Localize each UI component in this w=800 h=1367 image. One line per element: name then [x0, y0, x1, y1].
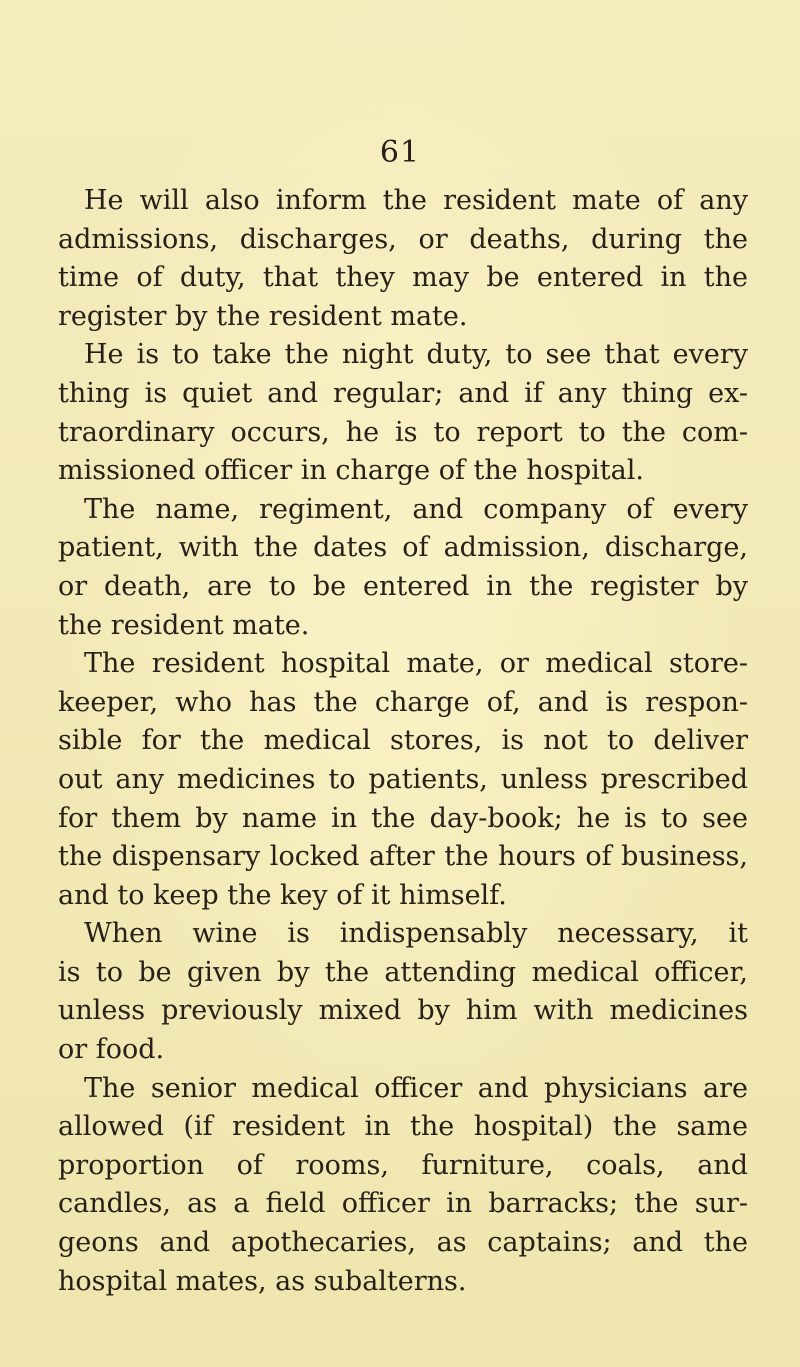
text-line: hospital mates, as subalterns.: [58, 1265, 467, 1297]
text-line: or death, are to be entered in the register by: [58, 570, 748, 602]
text-line: the dispensary locked after the hours of business,: [58, 841, 748, 873]
text-line: sible for the medical stores, is not to deliver: [58, 725, 748, 757]
text-line: missioned officer in charge of the hospital.: [58, 455, 644, 487]
text-line: thing is quiet and regular; and if any thing ex-: [58, 377, 748, 409]
text-line: out any medicines to patients, unless prescribed: [58, 763, 748, 795]
page-number: 61: [379, 135, 421, 170]
text-line: proportion of rooms, furniture, coals, and: [58, 1149, 748, 1181]
text-line: patient, with the dates of admission, discharge,: [58, 532, 748, 564]
text-line: or food.: [58, 1034, 165, 1066]
text-line: allowed (if resident in the hospital) the same: [58, 1111, 748, 1143]
text-line: The resident hospital mate, or medical store-: [84, 648, 748, 680]
text-line: The name, regiment, and company of every: [84, 493, 748, 525]
text-line: When wine is indispensably necessary, it: [84, 918, 748, 950]
text-line: candles, as a field officer in barracks; the sur-: [58, 1188, 748, 1220]
text-line: He is to take the night duty, to see that every: [84, 339, 748, 371]
text-line: for them by name in the day-book; he is to see: [58, 802, 748, 834]
text-line: unless previously mixed by him with medicines: [58, 995, 748, 1027]
text-line: keeper, who has the charge of, and is respon-: [58, 686, 748, 718]
text-line: time of duty, that they may be entered in the: [58, 262, 748, 294]
text-line: traordinary occurs, he is to report to the com-: [58, 416, 748, 448]
text-line: geons and apothecaries, as captains; and the: [58, 1227, 748, 1259]
body-text: [58, 182, 748, 1301]
text-line: The senior medical officer and physicians are: [84, 1072, 748, 1104]
text-line: register by the resident mate.: [58, 300, 468, 332]
text-line: is to be given by the attending medical officer,: [58, 956, 748, 988]
text-line: and to keep the key of it himself.: [58, 879, 507, 911]
text-line: admissions, discharges, or deaths, during the: [58, 223, 748, 255]
text-line: the resident mate.: [58, 609, 310, 641]
text-line: He will also inform the resident mate of any: [84, 185, 748, 216]
